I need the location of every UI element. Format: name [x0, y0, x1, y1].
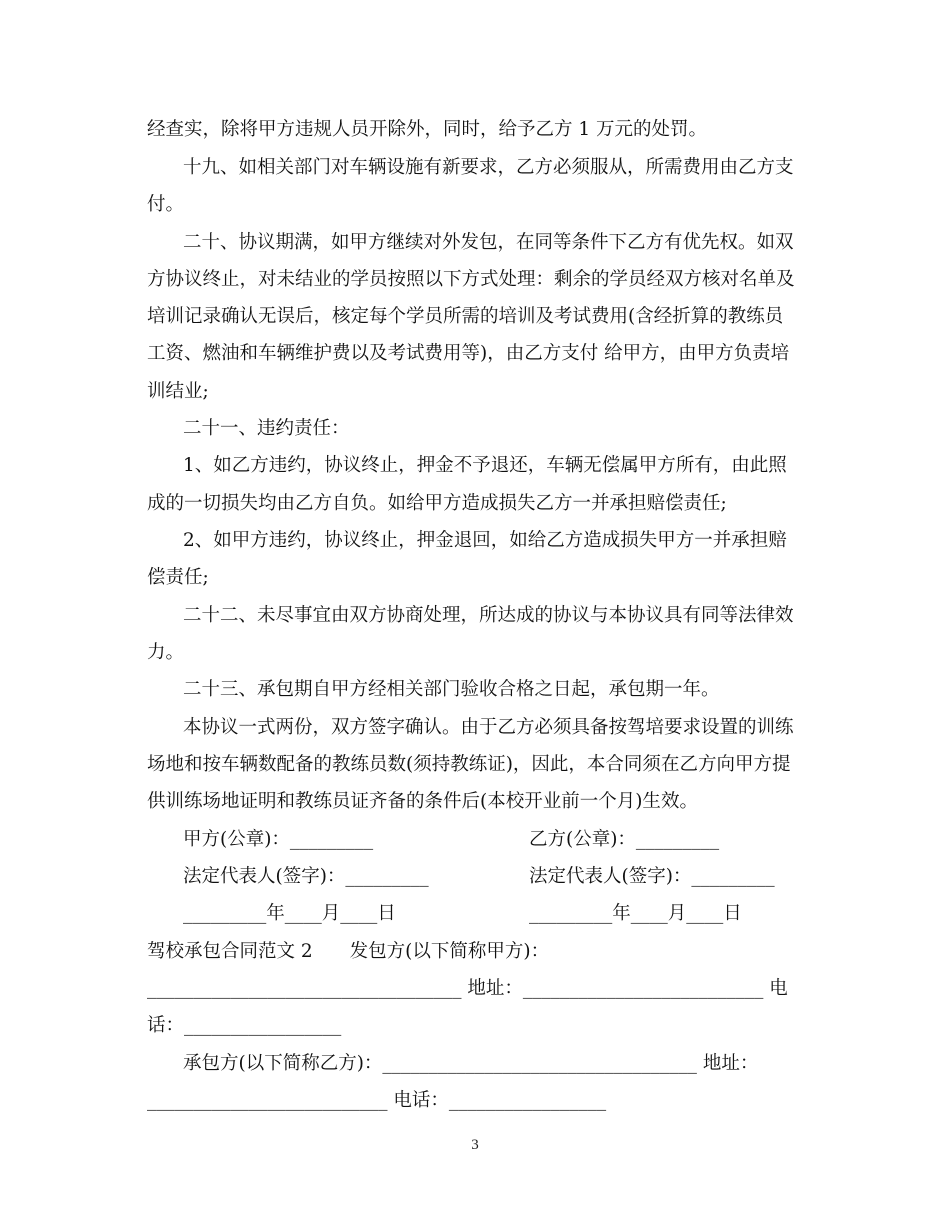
clause-21-item-1: 1、如乙方违约，协议终止，押金不予退还，车辆无偿属甲方所有，由此照 — [183, 455, 787, 476]
party-a-representative: 法定代表人(签字)：_________ — [183, 866, 429, 887]
page-number: 3 — [471, 1137, 479, 1153]
body-line: 偿责任; — [147, 567, 209, 588]
body-line: 力。 — [147, 642, 185, 663]
clause-21-heading: 二十一、违约责任： — [183, 418, 350, 439]
party-b-representative: 法定代表人(签字)：_________ — [529, 866, 775, 887]
body-line: 供训练场地证明和教练员证齐备的条件后(本校开业前一个月)生效。 — [147, 791, 698, 812]
body-line: 工资、燃油和车辆维护费以及考试费用等)，由乙方支付 给甲方，由甲方负责培 — [147, 343, 790, 364]
party-b-seal: 乙方(公章)：_________ — [529, 829, 720, 850]
body-line: 方协议终止，对未结业的学员按照以下方式处理：剩余的学员经双方核对名单及 — [147, 269, 795, 290]
contract-2-line: __________________________ 电话：_________________ — [147, 1090, 607, 1111]
body-line: 经查实，除将甲方违规人员开除外，同时，给予乙方 1 万元的处罚。 — [147, 119, 708, 140]
body-line: 场地和按车辆数配备的教练员数(须持教练证)，因此，本合同须在乙方向甲方提 — [147, 754, 791, 775]
clause-20: 二十、协议期满，如甲方继续对外发包，在同等条件下乙方有优先权。如双 — [183, 232, 794, 253]
body-line: 培训记录确认无误后，核定每个学员所需的培训及考试费用(含经折算的教练员 — [147, 306, 784, 327]
contract-2-line: 承包方(以下简称乙方)：__________________________________ 地址： — [183, 1053, 759, 1074]
clause-22: 二十二、未尽事宜由双方协商处理，所达成的协议与本协议具有同等法律效 — [183, 605, 794, 626]
party-a-date: _________年____月____日 — [183, 903, 396, 924]
body-line: 付。 — [147, 194, 185, 215]
body-line: 成的一切损失均由乙方自负。如给甲方造成损失乙方一并承担赔偿责任; — [147, 493, 727, 514]
contract-2-heading: 驾校承包合同范文 2 发包方(以下简称甲方)： — [147, 941, 550, 962]
contract-2-line: 话：_________________ — [147, 1015, 342, 1036]
closing-paragraph: 本协议一式两份，双方签字确认。由于乙方必须具备按驾培要求设置的训练 — [183, 717, 794, 738]
body-line: 训结业; — [147, 381, 209, 402]
contract-2-line: __________________________________ 地址：__________________________ 电 — [147, 978, 788, 999]
party-b-date: _________年____月____日 — [529, 903, 742, 924]
clause-21-item-2: 2、如甲方违约，协议终止，押金退回，如给乙方造成损失甲方一并承担赔 — [183, 530, 787, 551]
party-a-seal: 甲方(公章)：_________ — [183, 829, 374, 850]
clause-19: 十九、如相关部门对车辆设施有新要求，乙方必须服从，所需费用由乙方支 — [183, 157, 794, 178]
clause-23: 二十三、承包期自甲方经相关部门验收合格之日起，承包期一年。 — [183, 679, 720, 700]
